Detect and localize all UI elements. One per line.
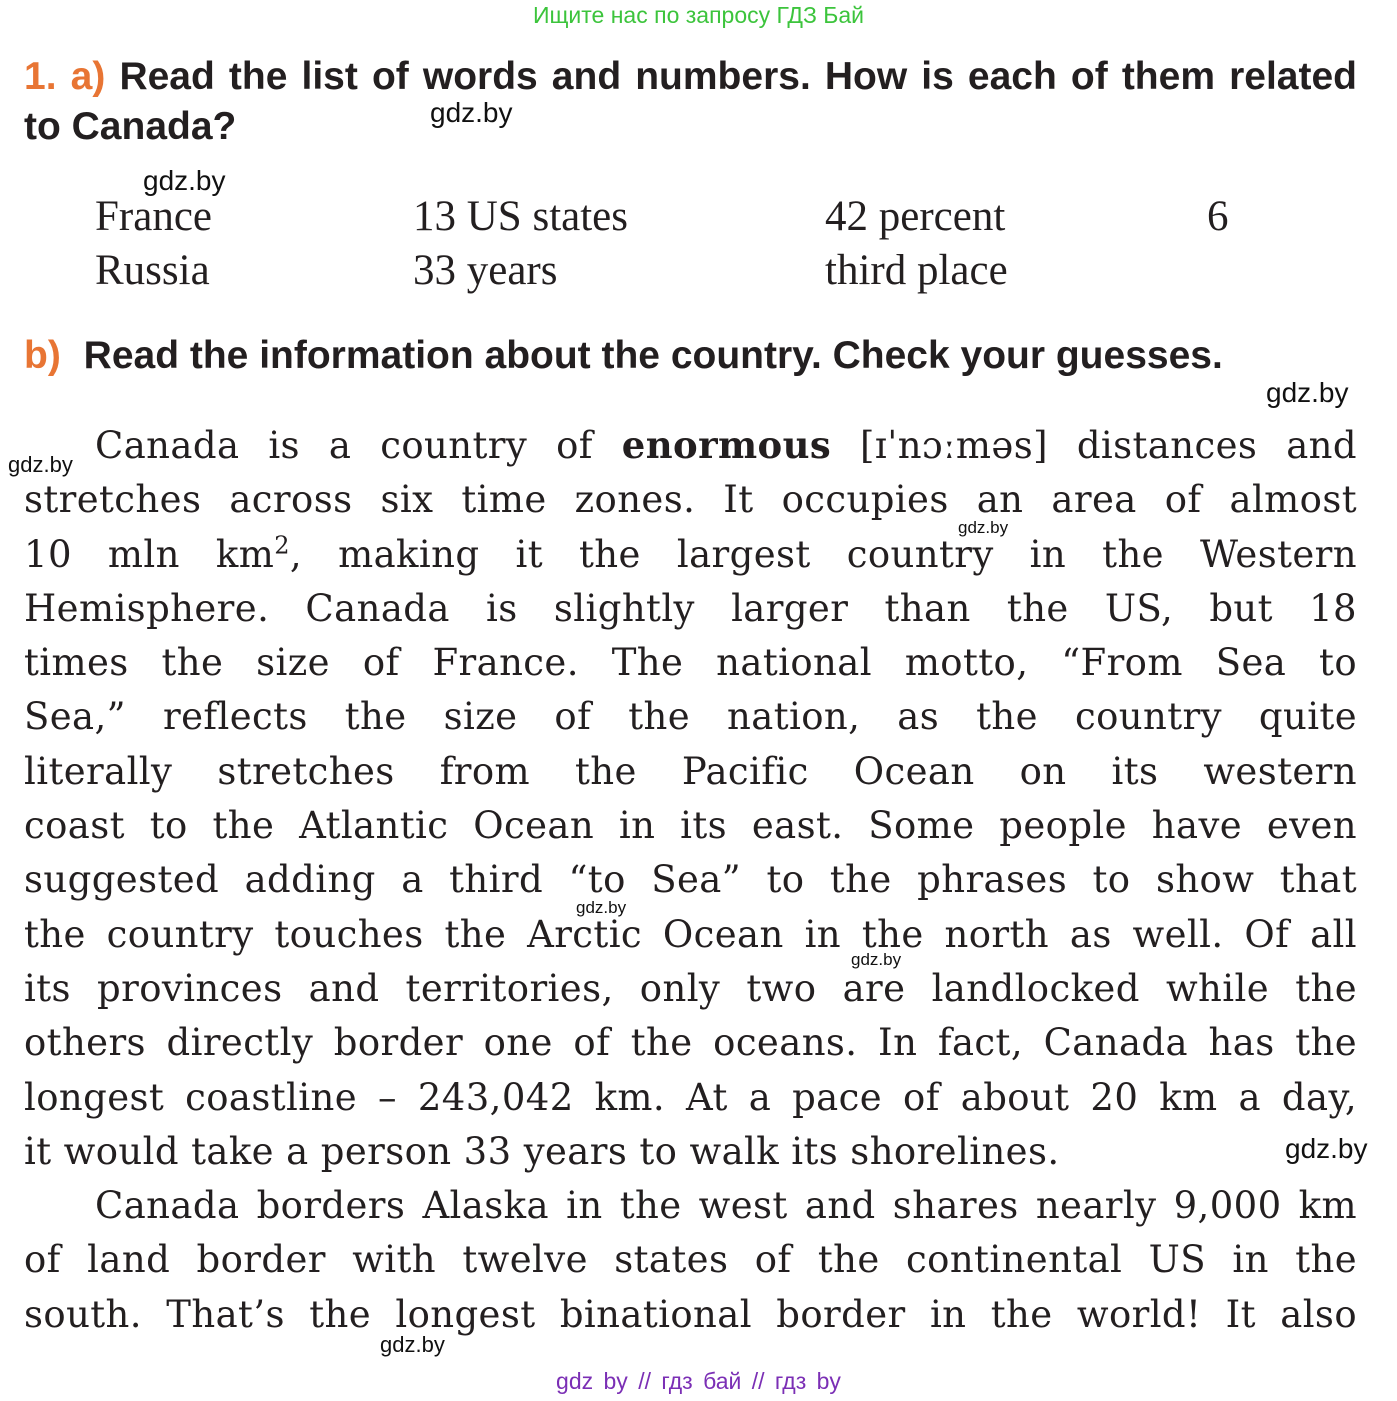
watermark: gdz.by xyxy=(851,950,902,969)
watermark: gdz.by xyxy=(8,452,73,477)
word-item: 42 percent xyxy=(825,193,1006,240)
word-item: 6 xyxy=(1207,193,1229,240)
watermark: gdz.by xyxy=(1285,1133,1368,1164)
word-row-1 xyxy=(95,190,1355,244)
article-line: 10 mln $km^2$, making it the largest country in the Western xyxy=(24,531,1357,576)
watermark: gdz.by xyxy=(143,165,226,196)
word-list xyxy=(95,190,1355,298)
article-line: literally stretches from the Pacific Ocean on its western xyxy=(24,749,1357,793)
word-item: France xyxy=(95,193,212,240)
watermark: gdz.by xyxy=(1266,377,1349,408)
article-line: stretches across six time zones. It occupies an area of almost xyxy=(24,478,1357,522)
word-item: Russia xyxy=(95,247,210,294)
task-number: 1. xyxy=(24,55,57,98)
article-line: it would take a person 33 years to walk its shorelines. xyxy=(24,1129,1060,1173)
task-a-text: Read the list of words and numbers. How is each of them related to Canada? xyxy=(24,55,1357,148)
article-line: the country touches the Arctic Ocean in the north as well. Of all xyxy=(24,912,1357,956)
article-line: its provinces and territories, only two are landlocked while the xyxy=(24,966,1357,1010)
task-letter-a: a) xyxy=(70,55,106,98)
word-item: 33 years xyxy=(413,247,558,294)
article-line: times the size of France. The national motto, “From Sea to xyxy=(24,641,1357,685)
article-line: Canada borders Alaska in the west and shares nearly 9,000 km xyxy=(95,1184,1357,1228)
article-line: of land border with twelve states of the continental US in the xyxy=(24,1238,1357,1282)
task-letter-b: b) xyxy=(24,334,61,377)
article-text xyxy=(24,418,1357,1342)
article-line: Hemisphere. Canada is slightly larger than the US, but 18 xyxy=(24,586,1357,630)
word-item: 13 US states xyxy=(413,193,628,240)
watermark: gdz.by xyxy=(958,518,1009,537)
article-line: longest coastline – 243,042 km. At a pace of about 20 km a day, xyxy=(24,1075,1357,1119)
article-line: others directly border one of the oceans. In fact, Canada has the xyxy=(24,1021,1357,1065)
top-banner: Ищите нас по запросу ГДЗ Бай xyxy=(532,2,865,28)
word-row-2 xyxy=(95,244,1355,298)
task-1b-heading xyxy=(24,331,1357,381)
article-line: suggested adding a third “to Sea” to the phrases to show that xyxy=(24,858,1357,902)
article-line: south. That’s the longest binational border in the world! It also xyxy=(24,1292,1357,1336)
task-b-text: Read the information about the country. Check your guesses. xyxy=(83,334,1223,377)
watermark: gdz.by xyxy=(380,1332,445,1357)
article-line: Canada is a country of enormous [ɪˈnɔːməs] distances and xyxy=(95,423,1357,467)
watermark: gdz.by xyxy=(576,898,627,917)
footer-links: gdz by // гдз бай // гдз by xyxy=(556,1368,841,1394)
article-line: Sea,” reflects the size of the nation, as the country quite xyxy=(24,695,1357,739)
task-1a-heading xyxy=(24,52,1357,152)
vocab-word: enormous xyxy=(621,423,832,467)
watermark: gdz.by xyxy=(430,97,513,128)
article-line: coast to the Atlantic Ocean in its east. Some people have even xyxy=(24,804,1357,848)
word-item: third place xyxy=(825,247,1008,294)
